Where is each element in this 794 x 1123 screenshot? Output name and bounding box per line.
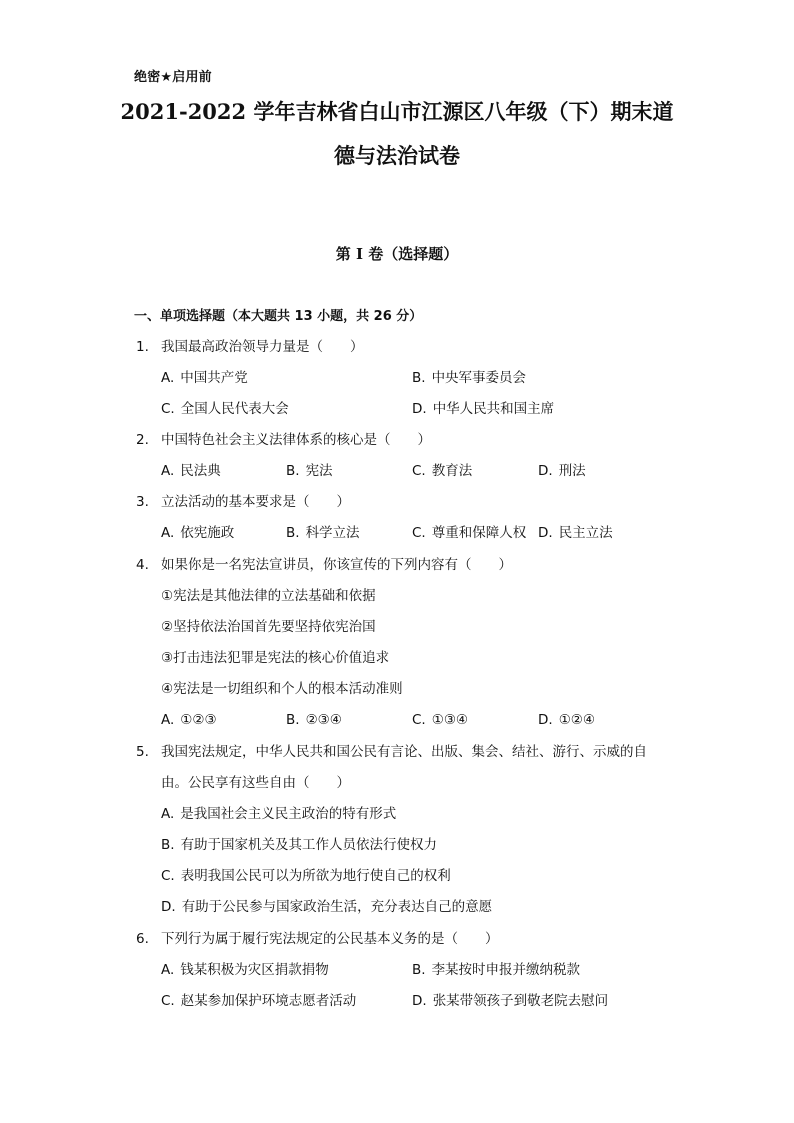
option-3d: D. 民主立法 [538,525,613,541]
option-3a: A. 依宪施政 [161,525,235,541]
question-text: 我国最高政治领导力量是（ ） [161,339,364,355]
question-5-continuation: 由。公民享有这些自由（ ） [161,775,350,791]
exam-title-line2: 德与法治试卷 [334,143,460,168]
question-text: 我国宪法规定，中华人民共和国公民有言论、出版、集会、结社、游行、示威的自 [161,744,647,760]
question-number: 5. [136,744,149,760]
option-5d: D. 有助于公民参与国家政治生活，充分表达自己的意愿 [161,899,493,915]
option-6d: D. 张某带领孩子到敬老院去慰问 [412,993,609,1009]
question-3 [136,493,350,511]
question-text: 中国特色社会主义法律体系的核心是（ ） [161,432,431,448]
option-2c: C. 教育法 [412,463,473,479]
question-2 [136,431,431,449]
option-2b: B. 宪法 [286,463,333,479]
exam-title-line1: 2021-2022 学年吉林省白山市江源区八年级（下）期末道 [120,99,674,124]
option-4b: B. ②③④ [286,712,342,728]
option-1d: D. 中华人民共和国主席 [412,401,555,417]
question-number: 3. [136,494,149,510]
statement-3: ③打击违法犯罪是宪法的核心价值追求 [161,650,390,666]
option-5b: B. 有助于国家机关及其工作人员依法行使权力 [161,837,438,853]
option-6b: B. 李某按时申报并缴纳税款 [412,962,581,978]
option-4d: D. ①②④ [538,712,595,728]
option-1c: C. 全国人民代表大会 [161,401,289,417]
option-2d: D. 刑法 [538,463,586,479]
question-text: 立法活动的基本要求是（ ） [161,494,350,510]
question-text: 下列行为属于履行宪法规定的公民基本义务的是（ ） [161,931,499,947]
option-6c: C. 赵某参加保护环境志愿者活动 [161,993,357,1009]
statement-1: ①宪法是其他法律的立法基础和依据 [161,588,376,604]
question-number: 2. [136,432,149,448]
option-6a: A. 钱某积极为灾区捐款捐物 [161,962,329,978]
question-number: 6. [136,931,149,947]
option-3b: B. 科学立法 [286,525,360,541]
question-4 [136,556,512,574]
question-1 [136,338,364,356]
question-number: 4. [136,557,149,573]
secret-mark: 绝密★启用前 [134,70,212,85]
option-5c: C. 表明我国公民可以为所欲为地行使自己的权利 [161,868,451,884]
part-title: 第 I 卷（选择题） [335,245,459,263]
option-5a: A. 是我国社会主义民主政治的特有形式 [161,806,397,822]
question-number: 1. [136,339,149,355]
option-4a: A. ①②③ [161,712,217,728]
section-title: 一、单项选择题（本大题共 13 小题，共 26 分） [134,309,423,324]
option-1a: A. 中国共产党 [161,370,248,386]
option-3c: C. 尊重和保障人权 [412,525,527,541]
option-4c: C. ①③④ [412,712,469,728]
question-5 [136,743,647,761]
question-6 [136,930,499,948]
statement-2: ②坚持依法治国首先要坚持依宪治国 [161,619,376,635]
question-text: 如果你是一名宪法宣讲员，你该宣传的下列内容有（ ） [161,557,512,573]
statement-4: ④宪法是一切组织和个人的根本活动准则 [161,681,403,697]
option-2a: A. 民法典 [161,463,221,479]
option-1b: B. 中央军事委员会 [412,370,527,386]
